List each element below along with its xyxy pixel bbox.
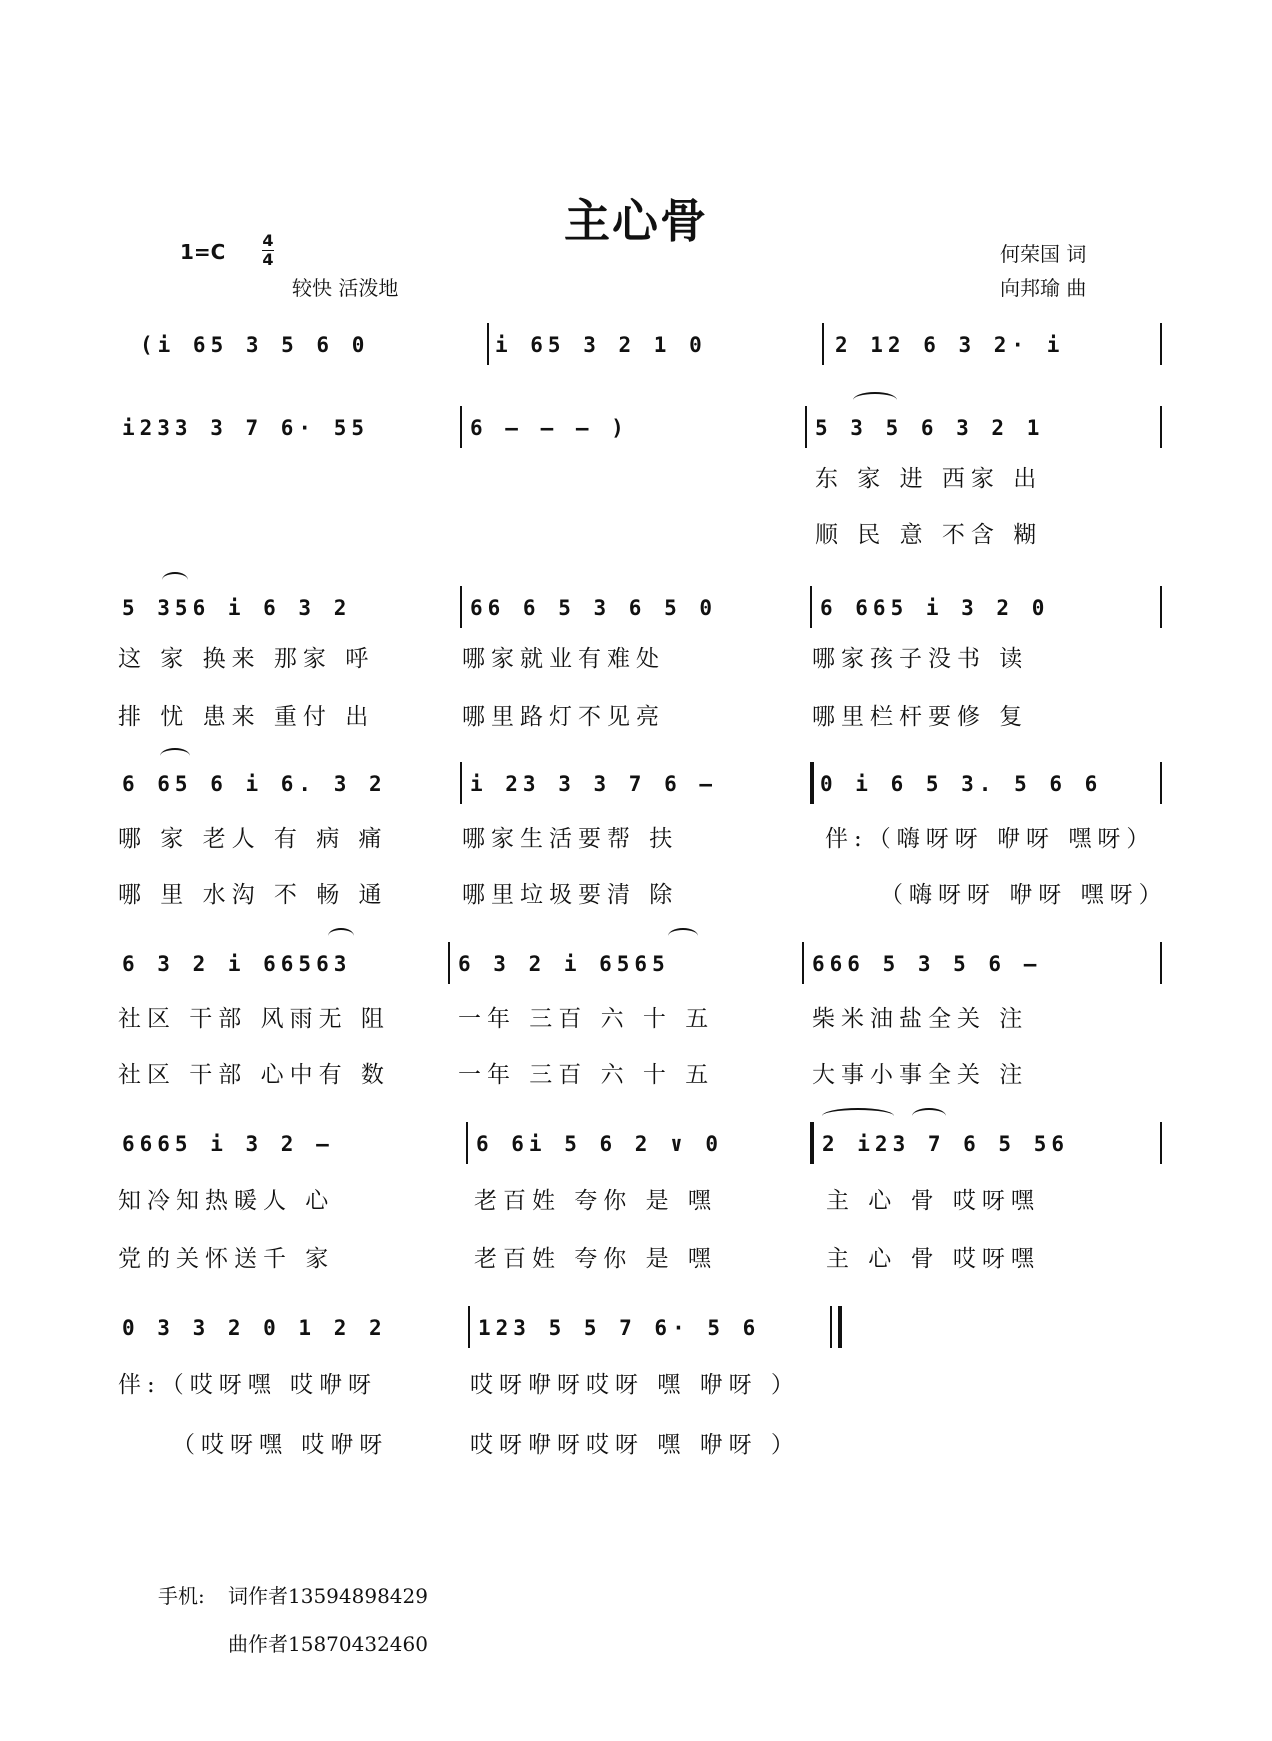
row5-measure3-notes: 666 5 3 5 6 – xyxy=(812,952,1042,976)
row6-verse1-lyrics-m1: 知冷知热暖人 心 xyxy=(118,1188,335,1214)
row1-measure2-notes: i 65 3 2 1 0 xyxy=(495,333,707,357)
lyricist-credit: 何荣国 词 xyxy=(1000,242,1087,266)
barline xyxy=(466,1122,468,1164)
row3-verse1-lyrics-m1: 这 家 换来 那家 呼 xyxy=(118,646,375,672)
barline xyxy=(1160,323,1162,365)
song-title: 主心骨 xyxy=(564,194,708,248)
row5-measure2-notes: 6 3 2 i 6565 xyxy=(458,952,670,976)
row5-verse1-lyrics-m3: 柴米油盐全关 注 xyxy=(812,1006,1029,1032)
row5-verse2-lyrics-m2: 一年 三百 六 十 五 xyxy=(458,1062,715,1088)
row4-verse2-lyrics-m1: 哪 里 水沟 不 畅 通 xyxy=(118,882,388,908)
barline xyxy=(460,586,462,628)
final-barline-thin xyxy=(830,1306,832,1348)
row4-verse1-lyrics-m2: 哪家生活要帮 扶 xyxy=(462,826,679,852)
barline xyxy=(810,1122,814,1164)
slur xyxy=(912,1108,946,1124)
row1-measure1-notes: (i 65 3 5 6 0 xyxy=(140,333,370,357)
row5-verse2-lyrics-m3: 大事小事全关 注 xyxy=(812,1062,1029,1088)
barline xyxy=(468,1306,470,1348)
row2-verse2-lyrics: 顺 民 意 不含 糊 xyxy=(815,522,1043,548)
row7-measure2-notes: 123 5 5 7 6· 5 6 xyxy=(478,1316,761,1340)
row4-measure1-notes: 6 65 6 i 6. 3 2 xyxy=(122,772,387,796)
barline xyxy=(1160,942,1162,984)
row6-verse1-lyrics-m2: 老百姓 夸你 是 嘿 xyxy=(474,1188,717,1214)
row6-verse2-lyrics-m3: 主 心 骨 哎呀嘿 xyxy=(826,1246,1040,1272)
contact-phone-label: 手机: xyxy=(158,1584,205,1608)
row5-verse2-lyrics-m1: 社区 干部 心中有 数 xyxy=(118,1062,390,1088)
barline xyxy=(805,406,807,448)
barline xyxy=(822,323,824,365)
row7-verse2-lyrics-m2: 哎呀咿呀哎呀 嘿 咿呀 ） xyxy=(470,1432,800,1458)
row4-measure2-notes: i 23 3 3 7 6 – xyxy=(470,772,718,796)
row7-verse1-lyrics-m2: 哎呀咿呀哎呀 嘿 咿呀 ） xyxy=(470,1372,800,1398)
barline xyxy=(460,762,462,804)
lyricist-phone: 词作者13594898429 xyxy=(228,1584,428,1608)
row6-verse2-lyrics-m2: 老百姓 夸你 是 嘿 xyxy=(474,1246,717,1272)
row6-measure3-notes: 2 i23 7 6 5 56 xyxy=(822,1132,1070,1156)
row2-measure2-notes: 6 – – – ) xyxy=(470,416,629,440)
row4-verse1-lyrics-m1: 哪 家 老人 有 病 痛 xyxy=(118,826,388,852)
slur xyxy=(668,928,698,944)
row2-measure3-notes: 5 3 5 6 3 2 1 xyxy=(815,416,1045,440)
row3-verse2-lyrics-m3: 哪里栏杆要修 复 xyxy=(812,704,1029,730)
slur xyxy=(822,1108,894,1124)
key-signature: 1=C xyxy=(180,240,226,264)
row4-verse2-lyrics-m3: （嗨呀呀 咿呀 嘿呀） xyxy=(880,882,1168,908)
barline xyxy=(487,323,489,365)
row3-verse2-lyrics-m2: 哪里路灯不见亮 xyxy=(462,704,665,730)
row6-verse1-lyrics-m3: 主 心 骨 哎呀嘿 xyxy=(826,1188,1040,1214)
row6-measure1-notes: 6665 i 3 2 – xyxy=(122,1132,334,1156)
row1-measure3-notes: 2 12 6 3 2· i xyxy=(835,333,1065,357)
row6-measure2-notes: 6 6i 5 6 2 ∨ 0 xyxy=(476,1132,724,1156)
tempo-marking: 较快 活泼地 xyxy=(292,276,399,300)
row3-verse1-lyrics-m2: 哪家就业有难处 xyxy=(462,646,665,672)
slur xyxy=(328,928,354,944)
row3-measure2-notes: 66 6 5 3 6 5 0 xyxy=(470,596,718,620)
row3-verse1-lyrics-m3: 哪家孩子没书 读 xyxy=(812,646,1029,672)
row2-measure1-notes: i233 3 7 6· 55 xyxy=(122,416,370,440)
barline xyxy=(1160,762,1162,804)
row5-verse1-lyrics-m2: 一年 三百 六 十 五 xyxy=(458,1006,715,1032)
slur xyxy=(853,392,897,408)
row7-verse1-lyrics-m1: 伴:（哎呀嘿 哎咿呀 xyxy=(118,1372,378,1398)
row3-measure3-notes: 6 665 i 3 2 0 xyxy=(820,596,1050,620)
row5-measure1-notes: 6 3 2 i 66563 xyxy=(122,952,352,976)
row4-verse1-lyrics-m3: 伴:（嗨呀呀 咿呀 嘿呀） xyxy=(825,826,1156,852)
row7-measure1-notes: 0 3 3 2 0 1 2 2 xyxy=(122,1316,387,1340)
barline xyxy=(448,942,450,984)
row4-measure3-notes: 0 i 6 5 3. 5 6 6 xyxy=(820,772,1103,796)
barline xyxy=(810,586,812,628)
slur xyxy=(160,748,190,764)
time-signature-bottom: 4 xyxy=(262,250,274,269)
row2-verse1-lyrics: 东 家 进 西家 出 xyxy=(815,466,1043,492)
final-barline-thick xyxy=(838,1306,842,1348)
row4-verse2-lyrics-m2: 哪里垃圾要清 除 xyxy=(462,882,679,908)
barline xyxy=(802,942,804,984)
barline xyxy=(810,762,814,804)
barline xyxy=(1160,586,1162,628)
row5-verse1-lyrics-m1: 社区 干部 风雨无 阻 xyxy=(118,1006,390,1032)
row6-verse2-lyrics-m1: 党的关怀送千 家 xyxy=(118,1246,335,1272)
barline xyxy=(1160,1122,1162,1164)
composer-credit: 向邦瑜 曲 xyxy=(1000,276,1087,300)
barline xyxy=(460,406,462,448)
row3-verse2-lyrics-m1: 排 忧 患来 重付 出 xyxy=(118,704,375,730)
composer-phone: 曲作者15870432460 xyxy=(228,1632,428,1656)
barline xyxy=(1160,406,1162,448)
row3-measure1-notes: 5 356 i 6 3 2 xyxy=(122,596,352,620)
slur xyxy=(162,572,188,588)
time-signature-top: 4 xyxy=(262,231,274,250)
row7-verse2-lyrics-m1: （哎呀嘿 哎咿呀 xyxy=(172,1432,389,1458)
time-signature xyxy=(262,232,274,269)
